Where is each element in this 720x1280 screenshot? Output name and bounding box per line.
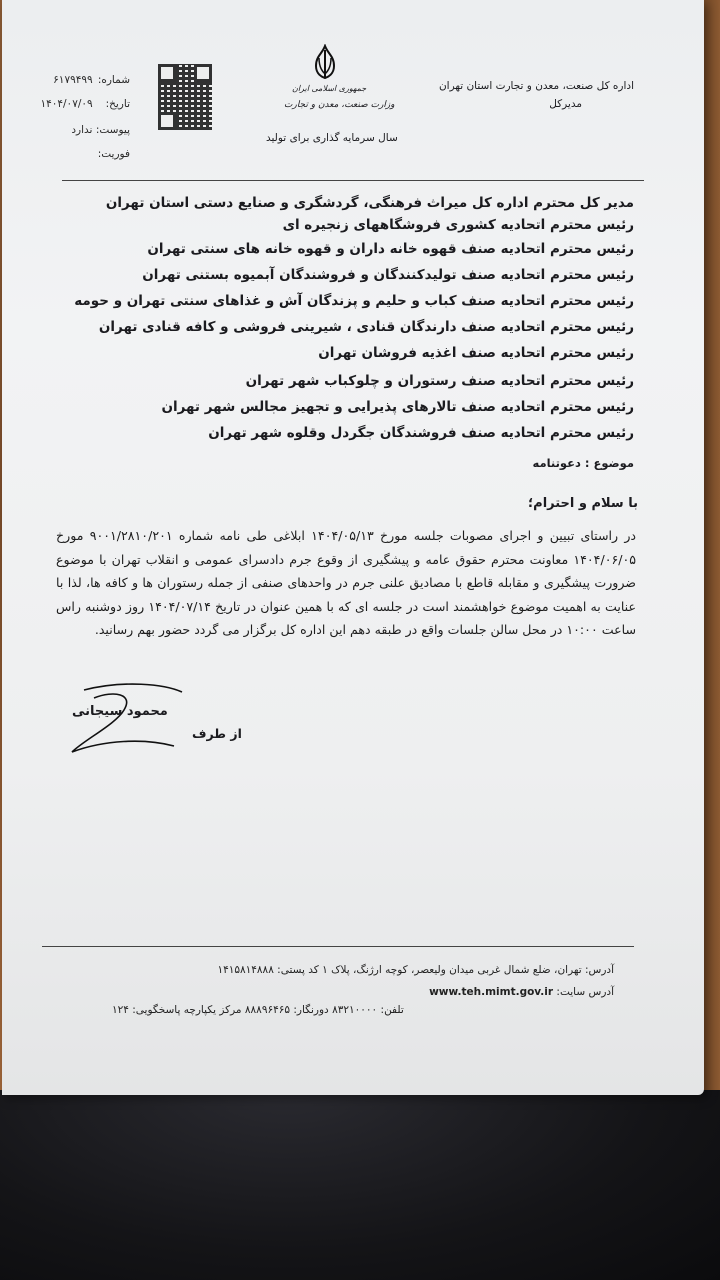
emblem-caption: جمهوری اسلامی ایران xyxy=(292,84,367,93)
on-behalf-label: از طرف xyxy=(192,726,242,741)
qr-code xyxy=(158,64,212,130)
attachment-label: پیوست: xyxy=(95,124,130,136)
urgency-label: فوریت: xyxy=(97,148,130,160)
website-label: آدرس سایت: xyxy=(556,986,614,998)
date-label: تاریخ: xyxy=(105,98,130,110)
ministry-caption: وزارت صنعت، معدن و تجارت xyxy=(284,100,395,110)
recipient-line: رئیس محترم اتحادیه صنف قهوه خانه داران و قهوه خانه های سنتی تهران xyxy=(147,241,634,257)
header-divider xyxy=(62,180,644,181)
recipient-line: مدیر کل محترم اداره کل میراث فرهنگی، گردشگری و صنایع دستی استان تهران xyxy=(105,195,634,211)
recipient-line: رئیس محترم اتحادیه صنف دارندگان قنادی ، شیرینی فروشی و کافه قنادی تهران xyxy=(98,319,634,335)
emblem-icon xyxy=(310,44,340,80)
org-role: مدیرکل xyxy=(549,98,582,110)
letter-date-row xyxy=(28,98,130,110)
recipient-line: رئیس محترم اتحادیه صنف رستوران و چلوکباب شهر تهران xyxy=(245,373,634,389)
attachment-value: ندارد xyxy=(71,124,93,136)
recipient-line: رئیس محترم اتحادیه صنف کباب و حلیم و پزندگان آش و غذاهای سنتی تهران و حومه xyxy=(74,293,634,309)
footer-phones: تلفن: ۸۳۲۱۰۰۰۰ دورنگار: ۸۸۸۹۶۴۶۵ مرکز یکپارچه پاسخگویی: ۱۲۴ xyxy=(112,1004,404,1016)
signer-name: محمود سیجانی xyxy=(72,704,168,719)
recipient-line: رئیس محترم اتحادیه صنف تالارهای پذیرایی و تجهیز مجالس شهر تهران xyxy=(161,399,634,415)
recipient-line: رئیس محترم اتحادیه صنف تولیدکنندگان و فروشندگان آبمیوه بستنی تهران xyxy=(142,267,634,283)
org-name: اداره کل صنعت، معدن و تجارت استان تهران xyxy=(438,80,634,92)
number-value: ۶۱۷۹۴۹۹ xyxy=(53,74,93,86)
subject-line: موضوع : دعوتنامه xyxy=(532,456,634,470)
recipient-line: رئیس محترم اتحادیه صنف اغذیه فروشان تهران xyxy=(318,345,634,361)
slogan: سال سرمایه گذاری برای تولید xyxy=(266,132,398,144)
website-link[interactable]: www.teh.mimt.gov.ir xyxy=(429,986,554,998)
letter-body: در راستای تبیین و اجرای مصوبات جلسه مورخ ۱۴۰۴/۰۵/۱۳ ابلاغی طی نامه شماره ۹۰۰۱/۲۸۱۰/۲۰۱ مورخ ۱۴۰۴/۰۶/۰۵ معاونت محترم حقوق عامه و پیشگیری از وقوع جرم دادسرای عمومی و انقلاب تهران با موضوع ضرورت پیشگیری و مقابله قاطع با مصادیق علنی جرم در واحدهای صنفی از جمله رستوران ها و کافه ها، لذا با عنایت به اهمیت موضوع خواهشمند است در جلسه ای که با همین عنوان در تاریخ ۱۴۰۴/۰۷/۱۴ روز دوشنبه راس ساعت ۱۰:۰۰ در محل سالن جلسات واقع در طبقه دهم این اداره کل برگزار می گردد حضور بهم رسانید. xyxy=(56,528,637,637)
letter-page xyxy=(2,0,704,1095)
attachment-row xyxy=(62,124,130,136)
number-label: شماره: xyxy=(97,74,130,86)
footer-divider xyxy=(42,946,634,947)
footer-website-row xyxy=(429,986,614,998)
recipient-line: رئیس محترم اتحادیه کشوری فروشگاههای زنجیره ای xyxy=(282,217,634,233)
footer-address: آدرس: تهران، ضلع شمال غربی میدان ولیعصر، کوچه ارژنگ، پلاک ۱ کد پستی: ۱۴۱۵۸۱۴۸۸۸ xyxy=(217,964,614,976)
letter-number-row xyxy=(38,74,130,86)
recipient-line: رئیس محترم اتحادیه صنف فروشندگان جگردل وقلوه شهر تهران xyxy=(208,425,634,441)
greeting: با سلام و احترام؛ xyxy=(527,496,638,511)
urgency-row xyxy=(92,148,130,160)
dark-cloth xyxy=(0,1090,720,1280)
signature-scribble xyxy=(64,680,194,760)
date-value: ۱۴۰۴/۰۷/۰۹ xyxy=(40,98,93,110)
